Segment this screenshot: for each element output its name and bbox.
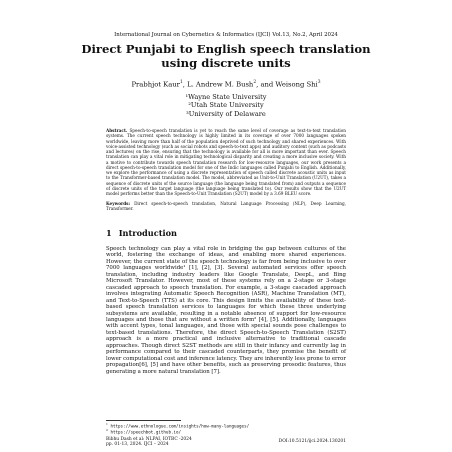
abstract-label: Abstract. bbox=[106, 128, 128, 133]
introduction-text: Speech technology can play a vital role in bridging the gap between cultures of the world, fostering the exchange of ideas, and enabling more shared experiences. However, the current state of the speech technology is far from being inclusive to over 7000 languages worldwide¹ [1], [2], [3]. Several automated services offer speech translation, including industry leaders like Google Translate, DeepL, and Bing Microsoft Translator. However, most of these systems rely on a 2-stage or 3-stage cascaded approach to speech translation. For example, a 3-stage cascaded approach involves integrating Automatic Speech Recognition (ASR), Machine Translation (MT), and Text-to-Speech (TTS) at its core. This design limits the availability of these text-based speech translation services to languages for which these three underlying subsystems are available, resulting in a notable absence of support for low-resource languages and those that are without a written form² [4], [5]. Additionally, languages with accent types, tonal languages, and those with special sounds pose challenges to text-based translations. Therefore, the direct Speech-to-Speech Translation (S2ST) approach is a more practical and inclusive alternative to traditional cascade approaches. Though direct S2ST methods are still in their infancy and currently lag in performance compared to their cascaded counterparts, they promise the benefit of lower computational cost and inference latency. They are inherently less prone to error propagation[6], [5] and have other benefits, such as preserving prosodic features, thus generating a more natural translation [7]. bbox=[106, 246, 346, 375]
footer-doi: DOI:10.5121/ijci.2024.130201 bbox=[278, 439, 346, 444]
section-title: Introduction bbox=[118, 228, 178, 238]
affiliation-mark: 1 bbox=[179, 80, 183, 85]
title-line-1: Direct Punjabi to English speech translation bbox=[81, 42, 371, 56]
footnote-divider bbox=[106, 420, 181, 421]
affiliation: ³University of Delaware bbox=[186, 109, 266, 118]
affiliations bbox=[0, 93, 452, 118]
affiliation: ¹Wayne State University bbox=[185, 93, 267, 101]
footnote-mark: 2 bbox=[106, 428, 108, 432]
author-name: Prabhjot Kaur bbox=[131, 80, 180, 89]
title-line-2: using discrete units bbox=[161, 56, 291, 70]
journal-header: International Journal on Cybernetics & Informatics (IJCI) Vol.13, No.2, April 2024 bbox=[114, 32, 338, 38]
keywords-text: Direct speech-to-speech translation, Natural Language Processing (NLP), Deep Learning, Transformer. bbox=[106, 201, 346, 212]
abstract-text: Speech-to-speech translation is yet to reach the same level of coverage as text-to-text translation systems. The current speech technology is highly limited in its coverage of over 7000 languages spoken worldwide, leaving more than half of the population deprived of such technology and shared experiences. With voice-assisted technology (such as social robots and speech-to-text apps) and auditory content (such as podcasts and lectures) on the rise, ensuring that the technology is available for all is more important than ever. Speech translation can play a vital role in mitigating technological disparity and creating a more inclusive society. With a motive to contribute towards speech translation research for low-resource languages, our work presents a direct speech-to-speech translation model for one of the Indic languages called Punjabi to English. Additionally, we explore the performance of using a discrete representation of speech called discrete acoustic units as input to the Transformer-based translation model. The model, abbreviated as Unit-to-Unit Translation (U2UT), takes a sequence of discrete units of the source language (the language being translated from) and outputs a sequence of discrete units of the target language (the language being translated to). Our results show that the U2UT model performs better than the Speech-to-Unit Translation (S2UT) model by a 3.69 BLEU score. bbox=[106, 128, 346, 196]
paper-title bbox=[40, 42, 412, 70]
affiliation-mark: 3 bbox=[317, 80, 321, 85]
affiliation: ²Utah State University bbox=[188, 101, 264, 110]
section-number: 1 bbox=[106, 228, 112, 238]
page-footer-citation bbox=[106, 437, 192, 447]
affiliation-mark: 2 bbox=[253, 80, 257, 85]
footer-line: Bibhu Dash et al: NLPAI, IOTBC -2024 bbox=[106, 437, 192, 442]
footnote-mark: 1 bbox=[106, 422, 108, 426]
author-name: , and Weisong Shi bbox=[256, 80, 318, 89]
keywords bbox=[106, 201, 346, 212]
footer-line: pp. 01-13, 2024. IJCI – 2024 bbox=[106, 442, 169, 448]
footnote-url[interactable]: https://speechbot.github.io/ bbox=[110, 429, 182, 435]
author-list bbox=[0, 80, 452, 88]
abstract bbox=[106, 128, 346, 196]
footnote bbox=[106, 428, 366, 434]
keywords-label: Keywords: bbox=[106, 201, 131, 206]
author-name: , L. Andrew M. Bush bbox=[182, 80, 254, 89]
section-heading bbox=[106, 228, 177, 238]
footnote-url[interactable]: https://www.ethnologue.com/insights/how-many-languages/ bbox=[110, 423, 250, 429]
